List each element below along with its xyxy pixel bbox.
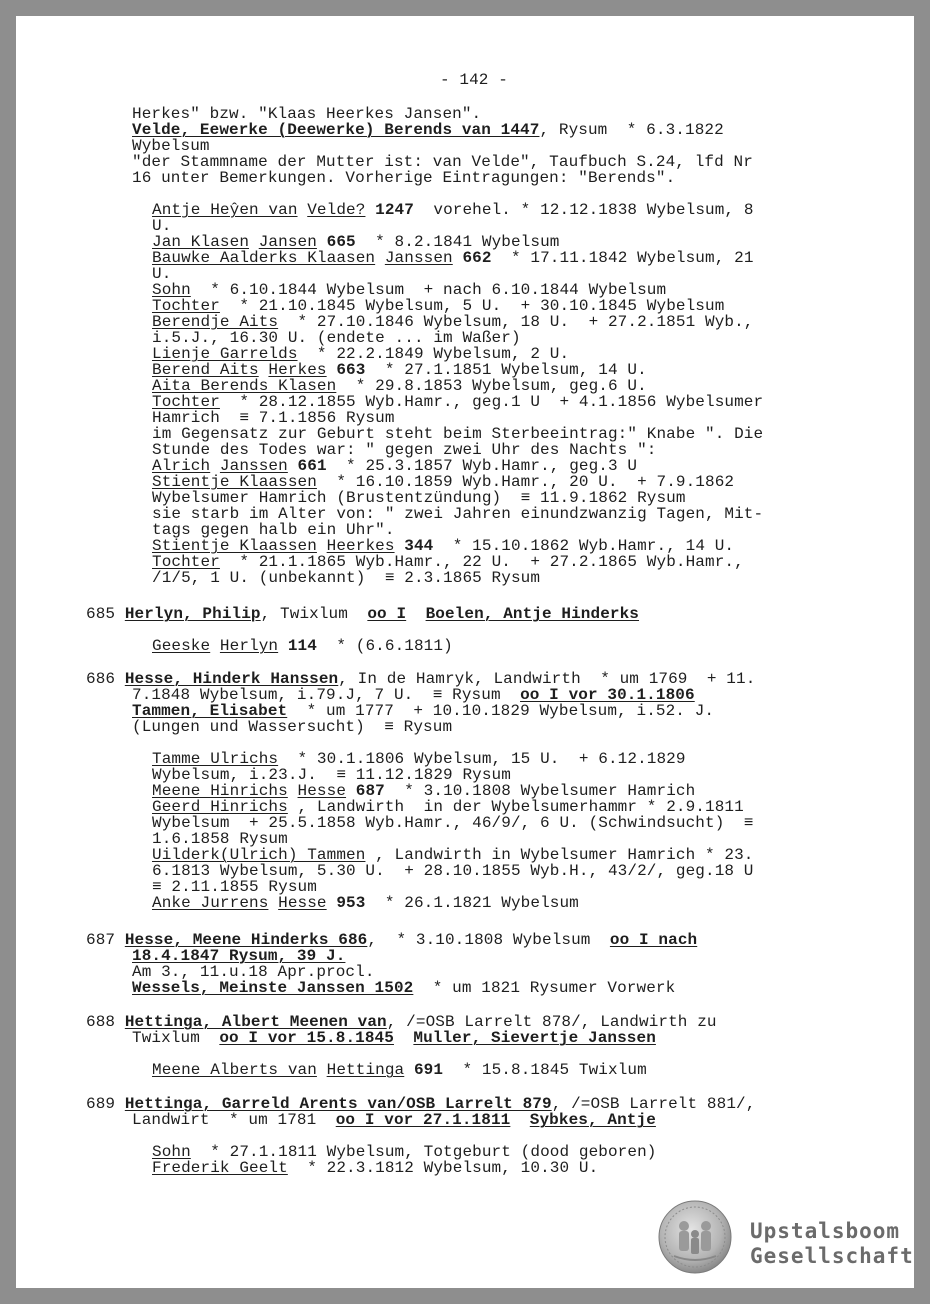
text-run: Sohn	[152, 1143, 191, 1161]
text-run	[298, 201, 308, 219]
text-line	[132, 703, 714, 719]
text-run: Wessels, Meinste Janssen 1502	[132, 979, 414, 997]
text-run: Hesse	[278, 894, 327, 912]
text-run: sie starb im Alter von: " zwei Jahren einundzwanzig Tagen, Mit-	[152, 505, 764, 523]
text-run: Bauwke Aalderks Klaasen	[152, 249, 376, 267]
text-line	[86, 1014, 717, 1030]
text-run	[394, 1029, 413, 1047]
text-run: Muller, Sievertje Janssen	[413, 1029, 656, 1047]
text-run: 114	[287, 637, 317, 655]
text-run: im Gegensatz zur Geburt steht beim Sterbeeintrag:" Knabe ". Die	[152, 425, 764, 443]
text-run: Herlyn, Philip	[124, 605, 261, 623]
text-run: 1247	[375, 201, 414, 219]
text-run: * 16.10.1859 Wyb.Hamr., 20 U. + 7.9.1862	[316, 473, 735, 491]
text-line	[132, 1030, 656, 1046]
text-run: 665	[326, 233, 356, 251]
text-line	[152, 538, 734, 554]
text-run: 16 unter Bemerkungen. Vorherige Eintragungen: "Berends".	[132, 169, 676, 187]
logo-line-1: Upstalsboom	[750, 1219, 901, 1243]
text-run	[317, 1061, 327, 1079]
text-run: * 27.10.1846 Wybelsum, 18 U. + 27.2.1851 Wyb.,	[278, 313, 754, 331]
text-run: * 15.8.1845 Twixlum	[443, 1061, 647, 1079]
text-run: Hettinga	[326, 1061, 405, 1079]
text-line	[152, 314, 754, 330]
text-line	[132, 154, 753, 170]
text-run: Am 3., 11.u.18 Apr.procl.	[132, 963, 375, 981]
text-run: * (6.6.1811)	[316, 637, 453, 655]
text-run: * 25.3.1857 Wyb.Hamr., geg.3 U	[326, 457, 638, 475]
text-run: oo I vor 15.8.1845	[219, 1029, 394, 1047]
text-run: tags gegen halb ein Uhr".	[152, 521, 395, 539]
text-line	[132, 170, 675, 186]
text-line	[132, 719, 452, 735]
text-run: Tamme Ulrichs	[152, 750, 279, 768]
text-run: * 21.1.1865 Wyb.Hamr., 22 U. + 27.2.1865 Wyb.Hamr.,	[219, 553, 744, 571]
text-run: * 17.11.1842 Wybelsum, 21	[491, 249, 754, 267]
text-run: Tochter	[152, 297, 220, 315]
text-run: 6.1813 Wybelsum, 5.30 U. + 28.10.1855 Wyb.H., 43/2/, geg.18 U	[152, 862, 754, 880]
text-run: * 22.2.1849 Wybelsum, 2 U.	[297, 345, 570, 363]
text-line	[152, 330, 521, 346]
text-run: Antje Heŷen van	[152, 201, 298, 219]
text-line	[152, 799, 744, 815]
text-run	[404, 1061, 414, 1079]
text-line	[152, 815, 754, 831]
text-run: Heerkes	[326, 537, 395, 555]
text-run: * 22.3.1812 Wybelsum, 10.30 U.	[287, 1159, 599, 1177]
text-run: Landwirt * um 1781	[132, 1111, 336, 1129]
text-run: Tammen, Elisabet	[132, 702, 288, 720]
text-run: oo I	[367, 605, 407, 623]
text-line	[132, 1112, 656, 1128]
text-line	[152, 1144, 657, 1160]
text-run: Jan Klasen	[152, 233, 250, 251]
text-run: 687	[86, 931, 125, 949]
text-run: Herkes" bzw. "Klaas Heerkes Jansen".	[132, 105, 482, 123]
text-line	[86, 606, 639, 622]
text-run: Boelen, Antje Hinderks	[425, 605, 640, 623]
text-run: 689	[86, 1095, 125, 1113]
text-run: Stientje Klaassen	[152, 537, 317, 555]
text-run: Wybelsum + 25.5.1858 Wyb.Hamr., 46/9/, 6 U. (Schwindsucht) ≡	[152, 814, 754, 832]
text-run: Hettinga, Albert Meenen van	[124, 1013, 387, 1031]
text-run: * 6.10.1844 Wybelsum + nach 6.10.1844 Wybelsum	[190, 281, 667, 299]
text-run: i.5.J., 16.30 U. (endete ... im Waßer)	[152, 329, 521, 347]
text-line	[152, 570, 540, 586]
text-run: , * 3.10.1808 Wybelsum	[367, 931, 610, 949]
text-line	[132, 980, 675, 996]
text-run: 953	[336, 894, 366, 912]
text-run: 663	[336, 361, 366, 379]
text-run: 688	[86, 1013, 125, 1031]
text-run: Stientje Klaassen	[152, 473, 317, 491]
text-run	[510, 1111, 529, 1129]
text-run: Geeske	[152, 637, 211, 655]
text-run: Wybelsumer Hamrich (Brustentzündung) ≡ 11.9.1862 Rysum	[152, 489, 686, 507]
seal-icon	[658, 1200, 732, 1274]
text-run: * 27.1.1851 Wybelsum, 14 U.	[365, 361, 647, 379]
text-run: * 29.8.1853 Wybelsum, geg.6 U.	[336, 377, 647, 395]
text-run: oo I vor 27.1.1811	[335, 1111, 511, 1129]
page-number: - 142 -	[440, 71, 508, 89]
text-run: * 26.1.1821 Wybelsum	[365, 894, 579, 912]
text-run: 344	[404, 537, 434, 555]
text-run: 685	[86, 605, 125, 623]
text-line	[132, 138, 210, 154]
text-line	[152, 234, 559, 250]
text-run: oo I nach	[609, 931, 698, 949]
text-run: * 27.1.1811 Wybelsum, Totgeburt (dood geboren)	[190, 1143, 657, 1161]
text-run: Wybelsum	[132, 137, 210, 155]
text-run: Herlyn	[219, 637, 279, 655]
text-line	[152, 458, 637, 474]
text-run: Hesse	[297, 782, 347, 800]
text-run: oo I vor 30.1.1806	[520, 686, 695, 704]
text-run: , Twixlum	[260, 605, 368, 623]
text-line	[152, 490, 686, 506]
text-run: Geerd Hinrichs	[152, 798, 288, 816]
text-run: Herkes	[268, 361, 327, 379]
text-run: U.	[152, 217, 172, 235]
text-line	[86, 1096, 755, 1112]
text-line	[152, 638, 453, 654]
text-line	[152, 831, 288, 847]
text-run: * 21.10.1845 Wybelsum, 5 U. + 30.10.1845 Wybelsum	[219, 297, 725, 315]
text-line	[152, 522, 395, 538]
text-run: 662	[462, 249, 492, 267]
text-run: Berendje Aits	[152, 313, 279, 331]
text-line	[152, 362, 647, 378]
text-run: , /=OSB Larrelt 881/,	[551, 1095, 756, 1113]
text-line	[152, 346, 569, 362]
text-run	[375, 249, 385, 267]
text-line	[152, 394, 763, 410]
text-run	[365, 201, 375, 219]
text-run: Wybelsum, i.23.J. ≡ 11.12.1829 Rysum	[152, 766, 511, 784]
text-line	[152, 783, 695, 799]
text-run	[268, 894, 278, 912]
text-line	[152, 863, 754, 879]
text-run: Meene Alberts van	[152, 1061, 317, 1079]
text-run: Alrich	[152, 457, 211, 475]
text-run	[327, 894, 337, 912]
text-run: * 28.12.1855 Wyb.Hamr., geg.1 U + 4.1.1856 Wybelsumer	[219, 393, 764, 411]
text-run: 1.6.1858 Rysum	[152, 830, 288, 848]
text-run	[406, 605, 425, 623]
text-line	[152, 218, 171, 234]
text-line	[152, 266, 171, 282]
text-run: Velde?	[307, 201, 366, 219]
text-line	[152, 847, 754, 863]
text-line	[152, 506, 763, 522]
text-run: Lienje Garrelds	[152, 345, 298, 363]
text-run: Sybkes, Antje	[529, 1111, 656, 1129]
logo-line-2: Gesellschaft	[750, 1244, 914, 1268]
text-run: 686	[86, 670, 125, 688]
text-line	[132, 122, 724, 138]
text-run: Tochter	[152, 553, 220, 571]
text-run: Twixlum	[132, 1029, 220, 1047]
text-run	[453, 249, 463, 267]
text-line	[152, 202, 754, 218]
text-line	[152, 426, 763, 442]
text-run: Janssen	[219, 457, 288, 475]
document-page	[16, 16, 914, 1288]
text-run: ≡ 2.11.1855 Rysum	[152, 878, 317, 896]
text-line	[152, 1160, 598, 1176]
text-run: 7.1848 Wybelsum, i.79.J, 7 U. ≡ Rysum	[132, 686, 521, 704]
text-run	[278, 637, 288, 655]
text-run: * 30.1.1806 Wybelsum, 15 U. + 6.12.1829	[278, 750, 686, 768]
text-run: Jansen	[258, 233, 317, 251]
text-run: Sohn	[152, 281, 191, 299]
text-run: /1/5, 1 U. (unbekannt) ≡ 2.3.1865 Rysum	[152, 569, 541, 587]
text-run: (Lungen und Wassersucht) ≡ Rysum	[132, 718, 453, 736]
text-run: Uilderk(Ulrich) Tammen	[152, 846, 366, 864]
text-run: Meene Hinrichs	[152, 782, 288, 800]
text-run: Frederik Geelt	[152, 1159, 288, 1177]
text-run: * um 1821 Rysumer Vorwerk	[413, 979, 676, 997]
text-run: Tochter	[152, 393, 220, 411]
text-run: 18.4.1847 Rysum, 39 J.	[132, 947, 346, 965]
text-run: , Landwirth in Wybelsumer Hamrich * 23.	[365, 846, 754, 864]
text-run: , Landwirth in der Wybelsumerhammr * 2.9.1811	[287, 798, 744, 816]
text-line	[132, 964, 375, 980]
text-run: Anke Jurrens	[152, 894, 269, 912]
text-run: , /=OSB Larrelt 878/, Landwirth zu	[386, 1013, 717, 1031]
text-run: Janssen	[384, 249, 453, 267]
text-run: "der Stammname der Mutter ist: van Velde", Taufbuch S.24, lfd Nr	[132, 153, 753, 171]
text-run: Hamrich ≡ 7.1.1856 Rysum	[152, 409, 395, 427]
text-line	[152, 767, 511, 783]
text-line	[152, 410, 395, 426]
text-run: Hettinga, Garreld Arents van/OSB Larrelt 879	[124, 1095, 552, 1113]
text-run: U.	[152, 265, 172, 283]
text-run: , In de Hamryk, Landwirth * um 1769 + 11.	[338, 670, 756, 688]
text-run: Hesse, Hinderk Hanssen	[124, 670, 339, 688]
text-line	[152, 879, 317, 895]
text-line	[152, 554, 744, 570]
text-run: vorehel. * 12.12.1838 Wybelsum, 8	[413, 201, 754, 219]
text-line	[152, 442, 656, 458]
text-run: Stunde des Todes war: " gegen zwei Uhr des Nachts ":	[152, 441, 657, 459]
text-line	[132, 687, 695, 703]
text-line	[152, 298, 724, 314]
text-run: Aita Berends Klasen	[152, 377, 337, 395]
text-run: Velde, Eewerke (Deewerke) Berends van 1447	[132, 121, 540, 139]
text-run: Berend Aits	[152, 361, 259, 379]
text-run: * um 1777 + 10.10.1829 Wybelsum, i.52. J.	[287, 702, 715, 720]
text-run: * 15.10.1862 Wyb.Hamr., 14 U.	[433, 537, 735, 555]
text-run	[210, 637, 220, 655]
text-line	[152, 250, 754, 266]
text-line	[152, 1062, 647, 1078]
text-line	[132, 106, 481, 122]
text-run: Hesse, Meene Hinderks 686	[124, 931, 368, 949]
text-run: , Rysum * 6.3.1822	[539, 121, 724, 139]
text-run: 691	[413, 1061, 444, 1079]
text-run: 661	[297, 457, 327, 475]
text-run: * 8.2.1841 Wybelsum	[355, 233, 560, 251]
text-line	[86, 671, 755, 687]
text-line	[132, 948, 345, 964]
text-run: * 3.10.1808 Wybelsumer Hamrich	[384, 782, 696, 800]
text-run: 687	[355, 782, 385, 800]
text-line	[152, 282, 666, 298]
text-line	[86, 932, 697, 948]
text-line	[152, 378, 647, 394]
text-line	[152, 895, 579, 911]
text-line	[152, 474, 734, 490]
text-line	[152, 751, 686, 767]
